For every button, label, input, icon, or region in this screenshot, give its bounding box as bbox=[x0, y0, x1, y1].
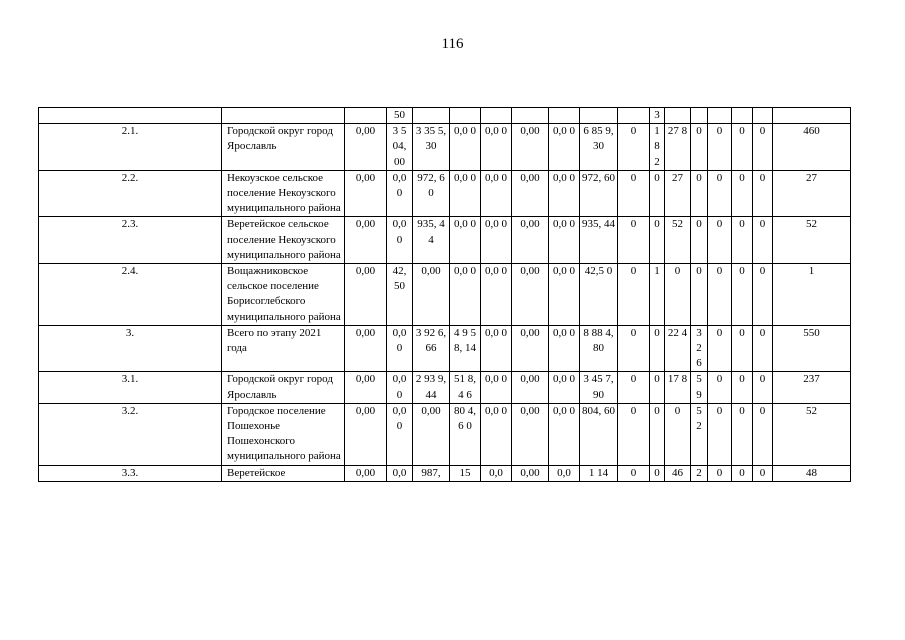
municipality-name-cell: Веретейское сельское поселение Некоузского муниципального района bbox=[222, 217, 345, 264]
value-cell: 0 bbox=[708, 217, 732, 264]
table-row bbox=[39, 325, 851, 372]
value-cell: 0 bbox=[753, 264, 773, 326]
value-cell: 0,00 bbox=[345, 325, 387, 372]
value-cell: 27 8 bbox=[665, 124, 691, 171]
value-cell: 0 bbox=[753, 217, 773, 264]
value-cell: 0 bbox=[618, 372, 650, 403]
value-cell: 3 5 04, 00 bbox=[387, 124, 413, 171]
value-cell: 0,00 bbox=[512, 264, 549, 326]
value-cell: 0 bbox=[753, 372, 773, 403]
value-cell: 1 8 2 bbox=[650, 124, 665, 171]
value-cell: 6 85 9,30 bbox=[580, 124, 618, 171]
value-cell bbox=[691, 108, 708, 124]
value-cell: 8 88 4,80 bbox=[580, 325, 618, 372]
value-cell: 0,00 bbox=[345, 170, 387, 217]
value-cell: 0,0 0 bbox=[481, 264, 512, 326]
value-cell: 0,00 bbox=[413, 264, 450, 326]
value-cell: 0 bbox=[732, 465, 753, 481]
table-row bbox=[39, 264, 851, 326]
municipality-name-cell: Городской округ город Ярославль bbox=[222, 124, 345, 171]
value-cell: 1 bbox=[773, 264, 851, 326]
municipality-name-cell bbox=[222, 108, 345, 124]
value-cell: 52 bbox=[773, 403, 851, 465]
value-cell: 0,00 bbox=[512, 372, 549, 403]
value-cell: 22 4 bbox=[665, 325, 691, 372]
value-cell: 0,0 0 bbox=[481, 170, 512, 217]
value-cell: 0 bbox=[618, 170, 650, 217]
value-cell: 0,00 bbox=[512, 124, 549, 171]
table-row bbox=[39, 170, 851, 217]
row-number-cell: 3.1. bbox=[39, 372, 222, 403]
value-cell: 0 bbox=[753, 403, 773, 465]
value-cell: 17 8 bbox=[665, 372, 691, 403]
value-cell: 0 bbox=[708, 170, 732, 217]
value-cell bbox=[481, 108, 512, 124]
value-cell: 46 bbox=[665, 465, 691, 481]
value-cell: 0,00 bbox=[512, 170, 549, 217]
value-cell: 0,0 bbox=[481, 465, 512, 481]
value-cell: 0,0 0 bbox=[549, 170, 580, 217]
value-cell: 2 93 9,44 bbox=[413, 372, 450, 403]
value-cell: 4 9 58, 14 bbox=[450, 325, 481, 372]
value-cell: 0,0 0 bbox=[549, 264, 580, 326]
value-cell: 0 bbox=[732, 325, 753, 372]
value-cell: 0,00 bbox=[512, 465, 549, 481]
value-cell: 42, 50 bbox=[387, 264, 413, 326]
value-cell: 0 bbox=[691, 264, 708, 326]
value-cell: 0 bbox=[691, 217, 708, 264]
table-row bbox=[39, 217, 851, 264]
value-cell: 987, bbox=[413, 465, 450, 481]
value-cell: 0 bbox=[618, 217, 650, 264]
value-cell: 0 bbox=[708, 403, 732, 465]
value-cell: 0,0 0 bbox=[387, 170, 413, 217]
value-cell: 5 2 bbox=[691, 403, 708, 465]
value-cell: 0 bbox=[732, 170, 753, 217]
value-cell: 0,00 bbox=[345, 465, 387, 481]
value-cell: 0 bbox=[650, 325, 665, 372]
value-cell: 0 bbox=[650, 170, 665, 217]
value-cell: 0 bbox=[665, 264, 691, 326]
row-number-cell: 2.4. bbox=[39, 264, 222, 326]
value-cell: 0 bbox=[691, 170, 708, 217]
value-cell: 0 bbox=[650, 465, 665, 481]
value-cell: 0 bbox=[708, 465, 732, 481]
value-cell: 0 bbox=[732, 264, 753, 326]
value-cell: 3 45 7,90 bbox=[580, 372, 618, 403]
table-row bbox=[39, 372, 851, 403]
value-cell: 935, 44 bbox=[580, 217, 618, 264]
value-cell: 0,00 bbox=[512, 325, 549, 372]
value-cell: 0,00 bbox=[512, 217, 549, 264]
value-cell: 0 bbox=[732, 124, 753, 171]
value-cell: 0 bbox=[618, 465, 650, 481]
value-cell: 0,0 0 bbox=[450, 217, 481, 264]
value-cell: 27 bbox=[773, 170, 851, 217]
value-cell bbox=[450, 108, 481, 124]
value-cell: 0 bbox=[650, 403, 665, 465]
value-cell: 80 4,6 0 bbox=[450, 403, 481, 465]
value-cell: 2 bbox=[691, 465, 708, 481]
municipality-name-cell: Некоузское сельское поселение Некоузского муниципального района bbox=[222, 170, 345, 217]
value-cell: 0,0 0 bbox=[387, 372, 413, 403]
table-row bbox=[39, 108, 851, 124]
value-cell: 0,0 bbox=[387, 465, 413, 481]
value-cell: 3 bbox=[650, 108, 665, 124]
value-cell: 27 bbox=[665, 170, 691, 217]
value-cell: 0,00 bbox=[345, 264, 387, 326]
value-cell: 0,0 0 bbox=[387, 403, 413, 465]
value-cell: 51 8,4 6 bbox=[450, 372, 481, 403]
value-cell: 5 9 bbox=[691, 372, 708, 403]
municipality-name-cell: Веретейское bbox=[222, 465, 345, 481]
value-cell: 0,00 bbox=[345, 217, 387, 264]
row-number-cell: 2.2. bbox=[39, 170, 222, 217]
value-cell: 0 bbox=[618, 325, 650, 372]
value-cell: 237 bbox=[773, 372, 851, 403]
value-cell: 0 bbox=[753, 325, 773, 372]
value-cell: 0 bbox=[618, 124, 650, 171]
value-cell: 3 92 6,66 bbox=[413, 325, 450, 372]
value-cell bbox=[580, 108, 618, 124]
value-cell: 0 bbox=[618, 403, 650, 465]
value-cell: 0,0 0 bbox=[450, 124, 481, 171]
value-cell: 0,0 0 bbox=[481, 325, 512, 372]
table-row bbox=[39, 124, 851, 171]
value-cell bbox=[413, 108, 450, 124]
value-cell: 0,0 0 bbox=[549, 124, 580, 171]
data-table bbox=[38, 107, 851, 482]
value-cell bbox=[773, 108, 851, 124]
page-number: 116 bbox=[441, 36, 464, 52]
row-number-cell: 3. bbox=[39, 325, 222, 372]
value-cell: 0 bbox=[665, 403, 691, 465]
value-cell bbox=[708, 108, 732, 124]
value-cell: 935, 44 bbox=[413, 217, 450, 264]
value-cell: 0 bbox=[732, 217, 753, 264]
row-number-cell: 3.2. bbox=[39, 403, 222, 465]
value-cell: 0 bbox=[650, 217, 665, 264]
table-row bbox=[39, 403, 851, 465]
value-cell bbox=[665, 108, 691, 124]
municipality-name-cell: Городское поселение Пошехонье Пошехонского муниципального района bbox=[222, 403, 345, 465]
value-cell: 0 bbox=[708, 264, 732, 326]
value-cell: 0,0 0 bbox=[549, 217, 580, 264]
value-cell: 52 bbox=[773, 217, 851, 264]
value-cell: 3 35 5,30 bbox=[413, 124, 450, 171]
row-number-cell: 3.3. bbox=[39, 465, 222, 481]
value-cell: 0,0 0 bbox=[549, 403, 580, 465]
value-cell: 0,0 0 bbox=[481, 372, 512, 403]
value-cell: 0,0 0 bbox=[549, 325, 580, 372]
value-cell: 0,0 0 bbox=[387, 217, 413, 264]
row-number-cell: 2.1. bbox=[39, 124, 222, 171]
value-cell: 0 bbox=[708, 124, 732, 171]
value-cell: 1 bbox=[650, 264, 665, 326]
value-cell: 460 bbox=[773, 124, 851, 171]
value-cell: 0,0 0 bbox=[387, 325, 413, 372]
value-cell: 972, 60 bbox=[413, 170, 450, 217]
value-cell: 50 bbox=[387, 108, 413, 124]
value-cell: 0 bbox=[618, 264, 650, 326]
value-cell: 0,0 0 bbox=[450, 170, 481, 217]
value-cell: 0,00 bbox=[345, 372, 387, 403]
value-cell bbox=[512, 108, 549, 124]
value-cell: 0 bbox=[732, 372, 753, 403]
value-cell: 15 bbox=[450, 465, 481, 481]
value-cell: 972, 60 bbox=[580, 170, 618, 217]
value-cell: 550 bbox=[773, 325, 851, 372]
value-cell: 0,00 bbox=[345, 124, 387, 171]
value-cell: 0,0 bbox=[549, 465, 580, 481]
table-row bbox=[39, 465, 851, 481]
row-number-cell: 2.3. bbox=[39, 217, 222, 264]
municipality-name-cell: Городской округ город Ярославль bbox=[222, 372, 345, 403]
value-cell: 0,0 0 bbox=[481, 124, 512, 171]
value-cell: 3 2 6 bbox=[691, 325, 708, 372]
value-cell bbox=[345, 108, 387, 124]
value-cell: 0,0 0 bbox=[549, 372, 580, 403]
value-cell: 804, 60 bbox=[580, 403, 618, 465]
value-cell: 0 bbox=[691, 124, 708, 171]
value-cell: 0,00 bbox=[345, 403, 387, 465]
value-cell: 0,00 bbox=[413, 403, 450, 465]
value-cell: 0 bbox=[732, 403, 753, 465]
value-cell: 52 bbox=[665, 217, 691, 264]
value-cell: 0,0 0 bbox=[481, 217, 512, 264]
value-cell: 0,0 0 bbox=[481, 403, 512, 465]
value-cell: 1 14 bbox=[580, 465, 618, 481]
value-cell: 0 bbox=[753, 170, 773, 217]
value-cell: 0 bbox=[650, 372, 665, 403]
value-cell: 0,00 bbox=[512, 403, 549, 465]
value-cell: 0 bbox=[753, 124, 773, 171]
value-cell: 0,0 0 bbox=[450, 264, 481, 326]
value-cell: 48 bbox=[773, 465, 851, 481]
row-number-cell bbox=[39, 108, 222, 124]
municipality-name-cell: Вощажниковское сельское поселение Борисоглебского муниципального района bbox=[222, 264, 345, 326]
value-cell bbox=[753, 108, 773, 124]
value-cell bbox=[732, 108, 753, 124]
value-cell bbox=[549, 108, 580, 124]
value-cell: 0 bbox=[753, 465, 773, 481]
value-cell bbox=[618, 108, 650, 124]
value-cell: 0 bbox=[708, 325, 732, 372]
value-cell: 0 bbox=[708, 372, 732, 403]
value-cell: 42,5 0 bbox=[580, 264, 618, 326]
municipality-name-cell: Всего по этапу 2021 года bbox=[222, 325, 345, 372]
